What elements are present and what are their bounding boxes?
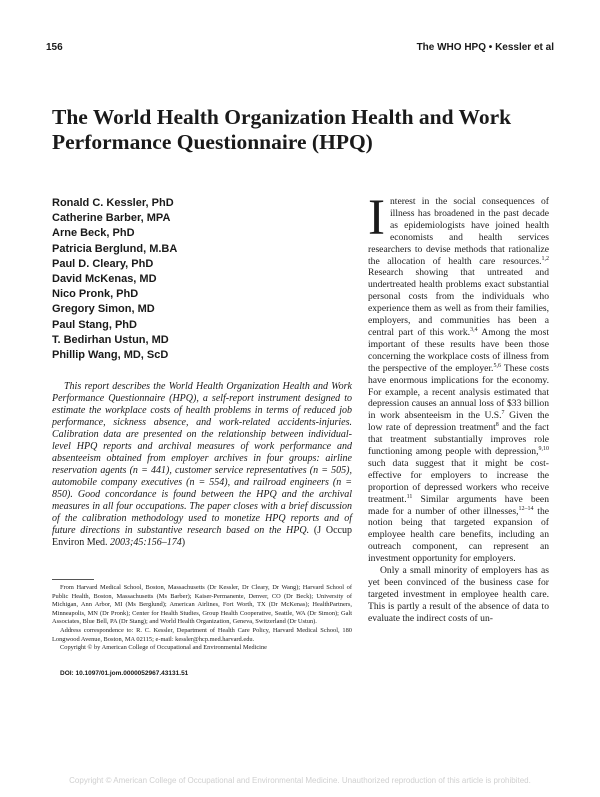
citation-open: (J Occup Environ Med. (52, 525, 352, 548)
article-title: The World Health Organization Health and Work Performance Questionnaire (HPQ) (52, 105, 512, 154)
text-run: Among the most important of these results have been those concerning the workplace costs of illness from the perspective of the employer. (368, 326, 549, 374)
reference: 8 (495, 422, 499, 429)
body-paragraph-1 (368, 190, 550, 565)
drop-cap: I (368, 190, 385, 246)
text-run: the notion being that targeted expansion of employee health care benefits, including an outreach component, can represent an investment opportunity for employers. (368, 505, 550, 565)
body-text-column (368, 190, 550, 625)
author: Phillip Wang, MD, ScD (52, 349, 169, 362)
text-run: Similar arguments have been made for a number of other illnesses, (368, 493, 549, 517)
body-paragraph-2: Only a small minority of employers has as yet been convinced of the business case for targeted investment in employee health care. This is partly a result of the absence of data to evaluate the indirect costs of un- (368, 565, 549, 624)
text-run: such data suggest that it might be cost-effective for employers to increase the proportion of depressed workers who receive treatment. (368, 457, 549, 505)
reference: 12–14 (518, 505, 534, 512)
author: Paul D. Cleary, PhD (52, 257, 154, 270)
author: David McKenas, MD (52, 273, 157, 286)
author: Arne Beck, PhD (52, 227, 135, 240)
text-run: and the fact that treatment substantially improves role functioning among people with depression, (368, 422, 549, 458)
running-head: The WHO HPQ • Kessler et al (416, 42, 554, 53)
author: Nico Pronk, PhD (52, 288, 139, 301)
citation-ref: 2003;45:156–174 (110, 537, 182, 548)
reference: 1,2 (541, 255, 549, 262)
reference: 3,4 (470, 326, 478, 333)
copyright-footer: Copyright © American College of Occupational and Environmental Medicine. Unauthorized reproduction of this article is prohibited. (69, 776, 531, 785)
author: Patricia Berglund, M.BA (52, 242, 178, 255)
reference: 7 (501, 410, 505, 417)
author: Gregory Simon, MD (52, 303, 155, 316)
author: Catherine Barber, MPA (52, 212, 171, 225)
affiliations-from: From Harvard Medical School, Boston, Massachusetts (Dr Kessler, Dr Cleary, Dr Wang); Harvard School of Public Health, Boston, Massachusetts (Ms Barber); Kaiser-Permanente, Denver, CO (Dr Beck); University of Michigan, Ann Arbor, MI (Ms Berglund); American Airlines, Fort Worth, TX (Dr McKenas); HealthPartners, Minneapolis, MN (Dr Pronk); Center for Health Studies, Group Health Cooperative, Seattle, WA (Dr Simon); Galt Associates, Blue Bell, PA (Dr Stang); and World Health Organization, Geneva, Switzerland (Dr Ustun). (52, 584, 352, 626)
author: T. Bedirhan Ustun, MD (52, 333, 169, 346)
text-run: Given the low rate of depression treatment (368, 410, 549, 434)
reference: 9,10 (538, 445, 549, 452)
footnote-divider (52, 579, 94, 580)
text-run: Research showing that untreated and undertreated health problems exact substantial personal costs from the individuals who experience them as well as from their families, employers, and communities has been a central part of this work. (368, 267, 549, 338)
text-run: These costs have enormous implications for the economy. For example, a recent analysis estimated that depression causes an annual loss of $33 billion in work absenteeism in the U.S. (368, 362, 549, 422)
abstract-text: This report describes the World Health Organization Health and Work Performance Questionnaire (HPQ), a self-report instrument designed to estimate the workplace costs of health problems in terms of reduced job performance, sickness absence, and work-related accidents-injuries. Calibration data are presented on the relationship between individual-level HPQ reports and archival measures of work performance and absenteeism obtained from employer archives in four groups: airline reservation agents (n = 441), customer service representatives (n = 505), automobile company executives (n = 554), and railroad engineers (n = 850). Good concordance is found between the HPQ and the archival measures in all four occupations. The paper closes with a brief discussion of the calibration methodology used to monetize HPQ reports and of future directions in substantive research based on the HPQ. (52, 381, 352, 536)
reference: 11 (406, 493, 413, 500)
author: Paul Stang, PhD (52, 318, 137, 331)
copyright-note: Copyright © by American College of Occupational and Environmental Medicine (60, 644, 267, 652)
abstract (52, 381, 352, 549)
author: Ronald C. Kessler, PhD (52, 197, 174, 209)
affiliations (52, 584, 352, 653)
citation-close: ) (181, 537, 186, 548)
doi: DOI: 10.1097/01.jom.0000052967.43131.51 (60, 670, 189, 677)
correspondence: Address correspondence to: R. C. Kessler, Department of Health Care Policy, Harvard Medical School, 180 Longwood Avenue, Boston, MA 02115; e-mail: kessler@hcp.med.harvard.edu. (52, 626, 352, 643)
text-run: nterest in the social consequences of illness has broadened in the past decade as epidemiologists have joined health economists and health services researchers to devise methods that rationalize the allocation of health care resources. (368, 196, 549, 267)
page-number: 156 (46, 42, 63, 53)
reference: 5,6 (493, 362, 501, 369)
author-list (52, 196, 177, 363)
